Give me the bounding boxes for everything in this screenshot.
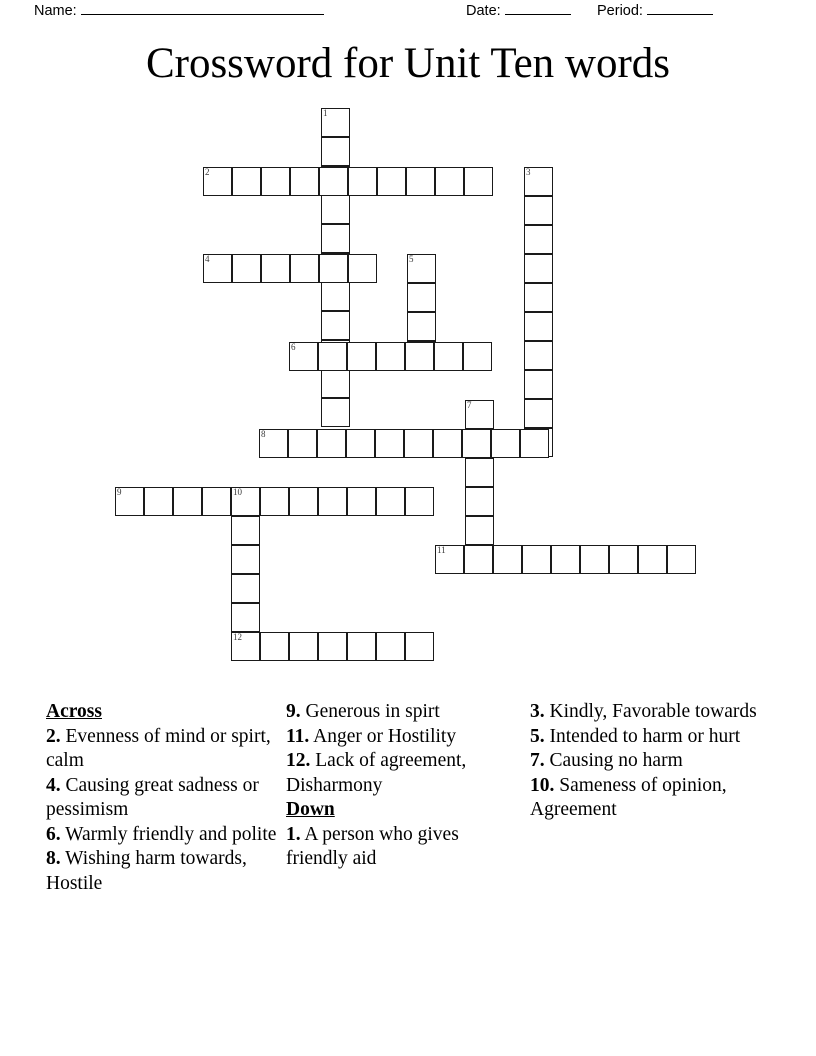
crossword-cell[interactable]	[288, 429, 317, 458]
down-heading: Down	[286, 799, 335, 820]
crossword-cell[interactable]	[259, 429, 288, 458]
clues-column-1	[46, 700, 278, 896]
cell-number-2: 2	[205, 167, 210, 177]
crossword-cell[interactable]	[347, 342, 376, 371]
crossword-cell[interactable]	[261, 167, 290, 196]
crossword-cell[interactable]	[406, 167, 435, 196]
clue-text: Kindly, Favorable towards	[544, 701, 757, 722]
clue-text: Warmly friendly and polite	[60, 823, 277, 845]
crossword-cell[interactable]	[465, 458, 494, 487]
crossword-cell[interactable]	[232, 167, 261, 196]
across-heading: Across	[46, 701, 102, 722]
crossword-cell[interactable]	[524, 370, 553, 399]
clue-d7	[530, 749, 770, 774]
crossword-cell[interactable]	[321, 398, 350, 427]
crossword-cell[interactable]	[317, 429, 346, 458]
clue-text: Sameness of opinion, Agreement	[530, 774, 727, 820]
clue-text: Evenness of mind or spirt, calm	[46, 725, 271, 771]
crossword-cell[interactable]	[231, 516, 260, 545]
crossword-cell[interactable]	[347, 487, 376, 516]
crossword-cell[interactable]	[203, 254, 232, 283]
crossword-cell[interactable]	[404, 429, 433, 458]
crossword-cell[interactable]	[520, 429, 549, 458]
clue-number: 5.	[530, 725, 545, 747]
clue-number: 1.	[286, 823, 301, 845]
crossword-cell[interactable]	[638, 545, 667, 574]
crossword-cell[interactable]	[318, 342, 347, 371]
crossword-cell[interactable]	[465, 487, 494, 516]
crossword-cell[interactable]	[321, 369, 350, 398]
crossword-cell[interactable]	[289, 342, 318, 371]
crossword-cell[interactable]	[524, 225, 553, 254]
crossword-cell[interactable]	[377, 167, 406, 196]
clue-number: 12.	[286, 750, 311, 771]
cell-number-12: 12	[233, 632, 242, 642]
cell-number-3: 3	[526, 167, 531, 177]
crossword-cell[interactable]	[435, 545, 464, 574]
crossword-cell[interactable]	[346, 429, 375, 458]
crossword-cell[interactable]	[321, 137, 350, 166]
crossword-cell[interactable]	[231, 603, 260, 632]
crossword-cell[interactable]	[232, 254, 261, 283]
clue-text: Causing no harm	[544, 750, 683, 771]
crossword-cell[interactable]	[289, 632, 318, 661]
clue-text: Generous in spirt	[300, 701, 440, 722]
clue-text: Causing great sadness or pessimism	[46, 774, 259, 820]
clue-text: Lack of agreement, Disharmony	[286, 750, 467, 796]
crossword-cell[interactable]	[524, 399, 553, 428]
cell-number-1: 1	[323, 108, 328, 118]
clue-number: 9.	[286, 701, 301, 722]
clue-text: Wishing harm towards, Hostile	[46, 848, 247, 894]
crossword-cell[interactable]	[434, 342, 463, 371]
crossword-cell[interactable]	[407, 283, 436, 312]
crossword-cell[interactable]	[376, 487, 405, 516]
crossword-cell[interactable]	[667, 545, 696, 574]
clue-number: 3.	[530, 701, 545, 722]
clue-number: 2.	[46, 725, 61, 747]
clue-number: 11.	[286, 725, 310, 747]
crossword-cell[interactable]	[231, 574, 260, 603]
crossword-cell[interactable]	[347, 632, 376, 661]
clue-a2	[46, 725, 278, 774]
cell-number-10: 10	[233, 487, 242, 497]
clue-d5	[530, 725, 770, 750]
crossword-cell[interactable]	[524, 254, 553, 283]
crossword-cell[interactable]	[580, 545, 609, 574]
crossword-cell[interactable]	[348, 167, 377, 196]
crossword-cell[interactable]	[321, 311, 350, 340]
crossword-cell[interactable]	[318, 632, 347, 661]
cell-number-9: 9	[117, 487, 122, 497]
crossword-cell[interactable]	[260, 632, 289, 661]
crossword-cell[interactable]	[462, 429, 491, 458]
clue-number: 6.	[46, 823, 61, 845]
crossword-cell[interactable]	[407, 254, 436, 283]
crossword-cell[interactable]	[376, 342, 405, 371]
crossword-cell[interactable]	[522, 545, 551, 574]
crossword-cell[interactable]	[524, 196, 553, 225]
crossword-cell[interactable]	[376, 632, 405, 661]
clue-a4	[46, 774, 278, 823]
crossword-cell[interactable]	[261, 254, 290, 283]
crossword-cell[interactable]	[375, 429, 404, 458]
crossword-cell[interactable]	[115, 487, 144, 516]
crossword-cell[interactable]	[290, 254, 319, 283]
crossword-cell[interactable]	[348, 254, 377, 283]
crossword-cell[interactable]	[463, 342, 492, 371]
clue-a12	[286, 749, 522, 798]
crossword-cell[interactable]	[203, 167, 232, 196]
crossword-cell[interactable]	[321, 195, 350, 224]
clue-d3	[530, 700, 770, 725]
crossword-cell[interactable]	[407, 312, 436, 341]
crossword-cell[interactable]	[319, 167, 348, 196]
crossword-cell[interactable]	[290, 167, 319, 196]
crossword-cell[interactable]	[319, 254, 348, 283]
crossword-cell[interactable]	[524, 341, 553, 370]
cell-number-6: 6	[291, 342, 296, 352]
crossword-cell[interactable]	[173, 487, 202, 516]
crossword-cell[interactable]	[260, 487, 289, 516]
crossword-cell[interactable]	[405, 342, 434, 371]
crossword-cell[interactable]	[231, 632, 260, 661]
crossword-cell[interactable]	[524, 283, 553, 312]
crossword-cell[interactable]	[231, 545, 260, 574]
crossword-cell[interactable]	[321, 108, 350, 137]
clue-number: 7.	[530, 750, 545, 771]
page-title: Crossword for Unit Ten words	[145, 40, 671, 87]
crossword-cell[interactable]	[405, 632, 434, 661]
period-label: Period:	[597, 3, 643, 19]
crossword-cell[interactable]	[321, 282, 350, 311]
crossword-cell[interactable]	[433, 429, 462, 458]
clue-a9	[286, 700, 522, 725]
clue-a8	[46, 847, 278, 896]
cell-number-5: 5	[409, 254, 414, 264]
clue-text: A person who gives friendly aid	[286, 823, 459, 869]
clues-section	[0, 700, 816, 980]
crossword-cell[interactable]	[465, 400, 494, 429]
crossword-cell[interactable]	[609, 545, 638, 574]
crossword-cell[interactable]	[144, 487, 173, 516]
crossword-cell[interactable]	[318, 487, 347, 516]
clue-d1	[286, 823, 522, 872]
crossword-cell[interactable]	[464, 545, 493, 574]
clue-text: Intended to harm or hurt	[544, 725, 741, 747]
crossword-cell[interactable]	[435, 167, 464, 196]
clue-a6	[46, 823, 278, 848]
clue-number: 4.	[46, 774, 61, 796]
clues-column-3	[530, 700, 770, 823]
cell-number-11: 11	[437, 545, 446, 555]
crossword-cell[interactable]	[231, 487, 260, 516]
crossword-cell[interactable]	[551, 545, 580, 574]
clue-number: 10.	[530, 774, 555, 796]
date-label: Date:	[466, 3, 501, 19]
cell-number-7: 7	[467, 400, 472, 410]
cell-number-8: 8	[261, 429, 266, 439]
crossword-cell[interactable]	[405, 487, 434, 516]
clues-column-2	[286, 700, 522, 872]
crossword-cell[interactable]	[491, 429, 520, 458]
cell-number-4: 4	[205, 254, 210, 264]
crossword-cell[interactable]	[465, 516, 494, 545]
clue-number: 8.	[46, 848, 61, 869]
crossword-cell[interactable]	[464, 167, 493, 196]
crossword-cell[interactable]	[524, 167, 553, 196]
crossword-cell[interactable]	[321, 224, 350, 253]
name-label: Name:	[34, 3, 77, 19]
clue-a11	[286, 725, 522, 750]
crossword-cell[interactable]	[493, 545, 522, 574]
clue-d10	[530, 774, 770, 823]
crossword-cell[interactable]	[202, 487, 231, 516]
clue-text: Anger or Hostility	[309, 725, 457, 747]
crossword-cell[interactable]	[524, 312, 553, 341]
crossword-cell[interactable]	[289, 487, 318, 516]
